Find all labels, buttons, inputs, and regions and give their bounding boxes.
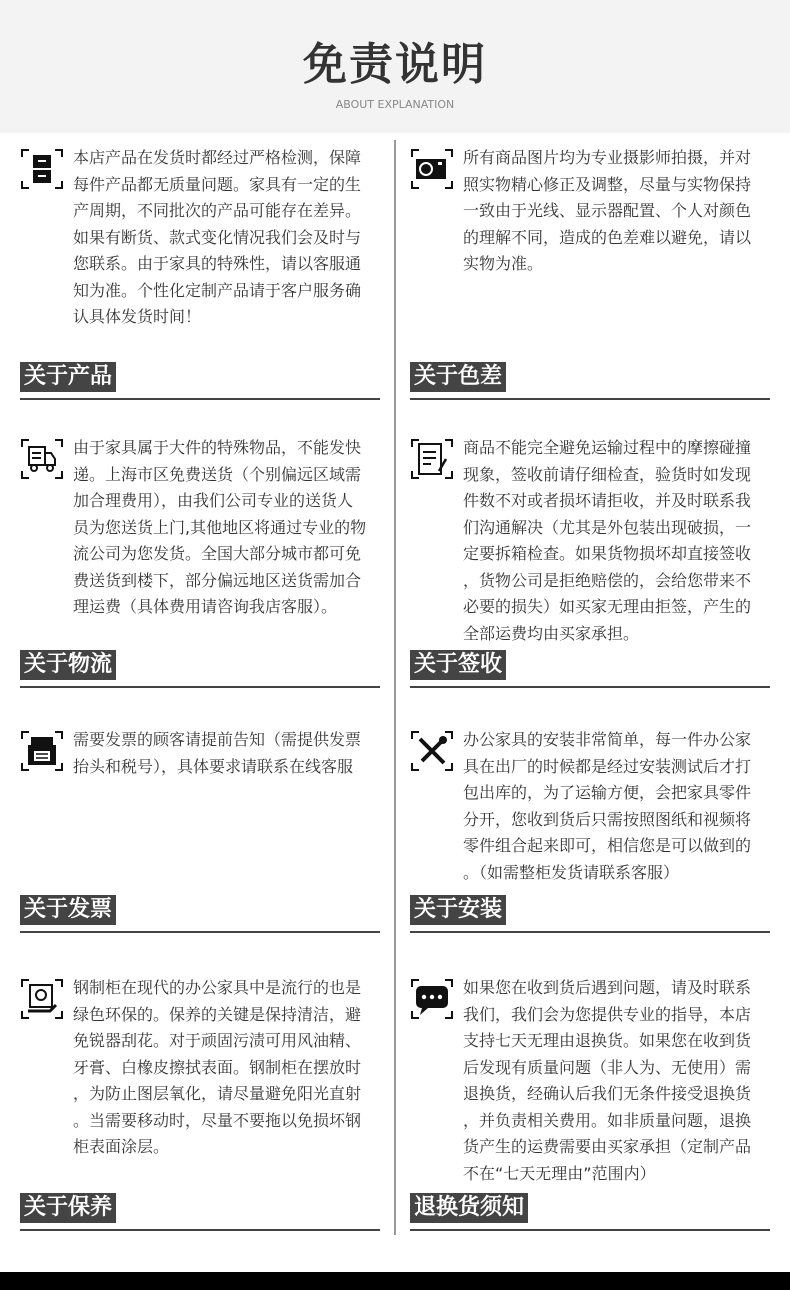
text-line: 每件产品都无质量问题。家具有一定的生 <box>73 174 362 194</box>
text-line: 一致由于光线、显示器配置、个人对颜色 <box>463 201 752 220</box>
column-divider <box>394 140 396 1235</box>
page-title: 免责说明 <box>303 39 487 90</box>
heading-underline <box>410 398 770 400</box>
text-line: 流公司为您发货。全国大部分城市都可免 <box>73 544 362 563</box>
page-subtitle: ABOUT EXPLANATION <box>335 98 455 111</box>
section-heading-label: 关于物流 <box>20 650 116 680</box>
chat-icon <box>410 977 454 1021</box>
heading-underline <box>20 931 380 933</box>
text-line: 柜表面涂层。 <box>73 1137 170 1156</box>
tools-icon <box>410 729 454 773</box>
section-text <box>463 975 751 1187</box>
text-line: 现象，签收前请仔细检查，验货时如发现 <box>463 464 752 484</box>
section-heading <box>410 362 770 400</box>
text-line: 免锐器刮花。对于顽固污渍可用风油精、 <box>73 1031 362 1050</box>
text-line: 件数不对或者损坏请拒收，并及时联系我 <box>463 491 752 510</box>
text-line: 加合理费用），由我们公司专业的送货人 <box>73 491 354 510</box>
heading-underline <box>20 1229 380 1231</box>
text-line: 员为您送货上门,其他地区将通过专业的物 <box>73 517 367 537</box>
text-line: 实物为准。 <box>463 254 544 273</box>
section-heading-label: 退换货须知 <box>410 1193 528 1223</box>
section-text <box>73 435 366 621</box>
text-line: 定要拆箱检查。如果货物损坏却直接签收 <box>463 544 752 563</box>
text-line: 钢制柜在现代的办公家具中是流行的也是 <box>73 978 362 997</box>
section-text <box>73 727 361 780</box>
text-line: 的理解不同，造成的色差难以避免，请以 <box>463 227 752 247</box>
text-line: 全部运费均由买家承担。 <box>463 623 640 643</box>
heading-underline <box>20 686 380 688</box>
section-text <box>73 975 361 1161</box>
text-line: 如果您在收到货后遇到问题，请及时联系 <box>463 978 752 997</box>
heading-underline <box>410 686 770 688</box>
section-heading <box>20 895 380 933</box>
text-line: 货产生的运费需要由买家承担（定制产品 <box>463 1137 752 1156</box>
heading-underline <box>20 398 380 400</box>
text-line: 您联系。由于家具的特殊性，请以客服通 <box>73 254 362 273</box>
section-heading <box>410 895 770 933</box>
section-text <box>73 145 361 331</box>
section-heading-label: 关于发票 <box>20 895 116 925</box>
truck-icon <box>20 437 64 481</box>
text-line: 不在“七天无理由”范围内） <box>463 1163 656 1183</box>
text-line: 如果有断货、款式变化情况我们会及时与 <box>73 227 362 247</box>
text-line: 本店产品在发货时都经过严格检测，保障 <box>73 148 362 167</box>
footer-bar <box>0 1272 790 1290</box>
section-heading-label: 关于保养 <box>20 1193 116 1223</box>
text-line: 。（如需整柜发货请联系客服） <box>463 862 680 882</box>
section-text <box>463 145 751 278</box>
text-line: 理运费（具体费用请咨询我店客服）。 <box>73 597 338 616</box>
section-heading <box>410 650 770 688</box>
header-banner <box>0 0 790 133</box>
text-line: 支持七天无理由退换货。如果您在收到货 <box>463 1031 752 1050</box>
heading-underline <box>410 1229 770 1231</box>
text-line: 绿色环保的。保养的关键是保持清洁，避 <box>73 1004 362 1024</box>
text-line: 零件组合起来即可，相信您是可以做到的 <box>463 836 752 855</box>
text-line: ，货物公司是拒绝赔偿的，会给您带来不 <box>463 570 752 590</box>
document-sign-icon <box>410 437 454 481</box>
text-line: 我们，我们会为您提供专业的指导，本店 <box>463 1004 752 1024</box>
text-line: 商品不能完全避免运输过程中的摩擦碰撞 <box>463 438 752 457</box>
section-heading <box>410 1193 770 1231</box>
section-heading-label: 关于色差 <box>410 362 506 392</box>
section-heading <box>20 650 380 688</box>
text-line: 递。上海市区免费送货（个别偏远区域需 <box>73 464 362 484</box>
text-line: 牙膏、白橡皮擦拭表面。钢制柜在摆放时 <box>73 1057 362 1077</box>
text-line: 照实物精心修正及调整，尽量与实物保持 <box>463 174 752 194</box>
section-text <box>463 727 751 886</box>
text-line: 具在出厂的时候都是经过安装测试后才打 <box>463 756 752 776</box>
cleaning-icon <box>20 977 64 1021</box>
text-line: 退换货，经确认后我们无条件接受退换货 <box>463 1084 752 1103</box>
text-line: 抬头和税号），具体要求请联系在线客服 <box>73 756 354 776</box>
camera-icon <box>410 147 454 191</box>
text-line: 们沟通解决（尤其是外包装出现破损，一 <box>463 517 752 537</box>
text-line: 。当需要移动时，尽量不要拖以免损坏钢 <box>73 1110 362 1130</box>
section-heading <box>20 362 380 400</box>
section-heading-label: 关于安装 <box>410 895 506 925</box>
text-line: 包出库的，为了运输方便，会把家具零件 <box>463 783 752 802</box>
text-line: 后发现有质量问题（非人为、无使用）需 <box>463 1057 752 1077</box>
text-line: 所有商品图片均为专业摄影师拍摄，并对 <box>463 148 752 167</box>
text-line: 必要的损失）如买家无理由拒签，产生的 <box>463 597 752 616</box>
text-line: 办公家具的安装非常简单，每一件办公家 <box>463 730 752 749</box>
heading-underline <box>410 931 770 933</box>
section-heading <box>20 1193 380 1231</box>
text-line: 分开，您收到货后只需按照图纸和视频将 <box>463 809 752 829</box>
section-text <box>463 435 751 647</box>
text-line: 需要发票的顾客请提前告知（需提供发票 <box>73 730 362 749</box>
text-line: 认具体发货时间！ <box>73 307 202 326</box>
text-line: ，为防止图层氧化，请尽量避免阳光直射 <box>73 1084 362 1103</box>
text-line: 费送货到楼下，部分偏远地区送货需加合 <box>73 570 362 590</box>
cabinet-icon <box>20 147 64 191</box>
text-line: ，并负责相关费用。如非质量问题，退换 <box>463 1110 752 1130</box>
section-heading-label: 关于产品 <box>20 362 116 392</box>
text-line: 知为准。个性化定制产品请于客户服务确 <box>73 280 362 300</box>
text-line: 产周期，不同批次的产品可能存在差异。 <box>73 201 362 220</box>
printer-icon <box>20 729 64 773</box>
text-line: 由于家具属于大件的特殊物品，不能发快 <box>73 438 362 457</box>
section-heading-label: 关于签收 <box>410 650 506 680</box>
